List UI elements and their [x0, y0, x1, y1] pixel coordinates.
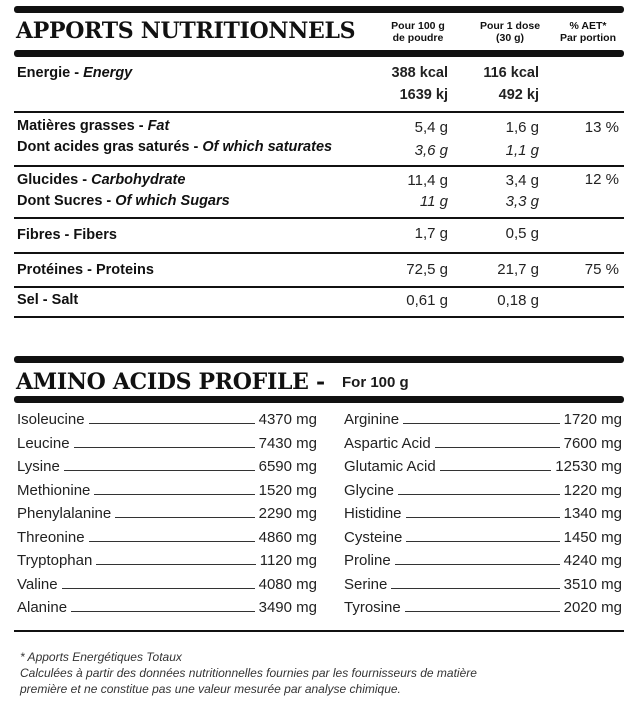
column-header-dose-line2: (30 g): [495, 32, 524, 44]
amino-acid-row: [344, 455, 622, 475]
amino-acid-value: 1220 mg: [563, 481, 622, 499]
fibre-dose: 0,5 g: [505, 225, 539, 242]
header-rule: [14, 50, 624, 57]
amino-acid-value: 1450 mg: [563, 528, 622, 546]
amino-acid-row: [344, 408, 622, 428]
row-divider: [14, 252, 624, 254]
amino-acid-name: Arginine: [344, 411, 400, 428]
leader-line: [406, 517, 560, 518]
energy-dose-kcal: 116 kcal: [483, 65, 539, 81]
amino-acid-value: 3490 mg: [258, 599, 317, 616]
leader-line: [64, 470, 255, 471]
amino-acid-name: Tryptophan: [17, 552, 93, 569]
amino-acid-value: 4240 mg: [563, 552, 622, 569]
top-rule: [14, 6, 624, 13]
amino-acid-name: Glutamic Acid: [344, 458, 436, 475]
leader-line: [405, 611, 560, 612]
row-divider: [14, 111, 624, 113]
amino-acid-name: Lysine: [17, 458, 60, 475]
amino-acid-value: 12530 mg: [555, 458, 622, 475]
amino-acid-name: Valine: [17, 575, 58, 593]
amino-acid-row: [344, 479, 622, 499]
sugars-label: Dont Sucres - Of which Sugars: [17, 193, 230, 209]
row-divider: [14, 316, 624, 318]
amino-acid-name: Glycine: [344, 481, 395, 499]
saturates-dose: 1,1 g: [505, 142, 539, 159]
amino-acid-row: [344, 526, 622, 546]
amino-acid-value: 1520 mg: [258, 481, 317, 499]
leader-line: [89, 541, 255, 542]
amino-acid-row: [344, 573, 622, 593]
fat-label: Matières grasses - Fat: [17, 118, 170, 134]
amino-acid-row: [17, 526, 317, 546]
leader-line: [406, 541, 559, 542]
amino-acid-name: Proline: [344, 552, 391, 569]
amino-acid-name: Histidine: [344, 505, 402, 522]
amino-acid-name: Leucine: [17, 434, 70, 452]
amino-top-rule: [14, 356, 624, 363]
amino-acid-name: Isoleucine: [17, 411, 85, 428]
fat-dose: 1,6 g: [505, 119, 539, 136]
amino-acid-row: [17, 455, 317, 475]
column-header-aet-line1: % AET*: [569, 20, 607, 32]
salt-dose: 0,18 g: [497, 292, 539, 309]
nutrition-title: APPORTS NUTRITIONNELS: [16, 18, 356, 44]
amino-acid-value: 2020 mg: [563, 599, 622, 616]
salt-100g: 0,61 g: [406, 292, 448, 309]
protein-aet: 75 %: [584, 261, 619, 278]
row-divider: [14, 286, 624, 288]
amino-acid-value: 4080 mg: [258, 575, 317, 593]
amino-acid-value: 2290 mg: [258, 505, 317, 522]
amino-acid-value: 6590 mg: [258, 458, 317, 475]
leader-line: [96, 564, 255, 565]
amino-acid-value: 7600 mg: [563, 434, 622, 452]
leader-line: [74, 447, 255, 448]
protein-dose: 21,7 g: [497, 261, 539, 278]
amino-acid-row: [17, 432, 317, 452]
fat-aet: 13 %: [584, 119, 619, 136]
carbohydrate-label: Glucides - Carbohydrate: [17, 172, 186, 188]
leader-line: [395, 564, 560, 565]
leader-line: [115, 517, 254, 518]
footnote: [20, 649, 477, 697]
carbohydrate-dose: 3,4 g: [505, 172, 539, 189]
column-header-dose-line1: Pour 1 dose: [479, 20, 541, 32]
row-divider: [14, 217, 624, 219]
protein-100g: 72,5 g: [406, 261, 448, 278]
amino-acid-value: 1340 mg: [563, 505, 622, 522]
energy-100g-kj: 1639 kj: [399, 87, 448, 103]
sugars-100g: 11 g: [419, 193, 448, 210]
column-header-100g: [378, 20, 458, 44]
leader-line: [391, 588, 559, 589]
fibre-100g: 1,7 g: [414, 225, 448, 242]
amino-acid-name: Threonine: [17, 528, 85, 546]
carbohydrate-aet: 12 %: [584, 171, 619, 188]
energy-100g-kcal: 388 kcal: [391, 65, 448, 81]
amino-acid-value: 4370 mg: [258, 411, 317, 428]
leader-line: [435, 447, 560, 448]
amino-title: AMINO ACIDS PROFILE -: [16, 369, 325, 395]
leader-line: [62, 588, 255, 589]
amino-subtitle: For 100 g: [342, 374, 409, 391]
salt-label: Sel - Salt: [17, 292, 79, 308]
footnote-line2: Calculées à partir des données nutritionnelles fournies par les fournisseurs de matière: [20, 666, 477, 680]
saturates-label: Dont acides gras saturés - Of which saturates: [17, 139, 333, 155]
column-header-aet: [552, 20, 624, 44]
amino-acid-name: Tyrosine: [344, 599, 401, 616]
amino-acid-row: [344, 596, 622, 616]
leader-line: [398, 494, 560, 495]
column-header-100g-line2: de poudre: [392, 32, 444, 44]
column-header-100g-line1: Pour 100 g: [391, 20, 445, 32]
amino-acid-row: [344, 502, 622, 522]
amino-acid-name: Methionine: [17, 481, 91, 499]
saturates-100g: 3,6 g: [414, 142, 448, 159]
amino-acid-row: [17, 408, 317, 428]
leader-line: [71, 611, 255, 612]
fibre-label: Fibres - Fibers: [17, 227, 117, 243]
amino-bottom-rule: [14, 630, 624, 632]
fat-100g: 5,4 g: [414, 119, 448, 136]
amino-acid-value: 1120 mg: [259, 552, 317, 569]
amino-acid-row: [344, 549, 622, 569]
amino-acid-row: [17, 479, 317, 499]
amino-acid-name: Cysteine: [344, 528, 403, 546]
amino-acid-value: 4860 mg: [258, 528, 317, 546]
column-header-aet-line2: Par portion: [559, 32, 616, 44]
amino-acid-row: [17, 502, 317, 522]
amino-acid-row: [17, 573, 317, 593]
carbohydrate-100g: 11,4 g: [407, 172, 448, 189]
amino-header-rule: [14, 396, 624, 403]
amino-acid-name: Phenylalanine: [17, 505, 112, 522]
amino-acid-row: [344, 432, 622, 452]
sugars-dose: 3,3 g: [505, 193, 539, 210]
row-divider: [14, 165, 624, 167]
amino-acid-row: [17, 596, 317, 616]
leader-line: [440, 470, 552, 471]
amino-acid-name: Aspartic Acid: [344, 434, 431, 452]
footnote-line1: * Apports Energétiques Totaux: [20, 650, 182, 664]
leader-line: [403, 423, 560, 424]
amino-acid-value: 7430 mg: [258, 434, 317, 452]
footnote-line3: première et ne constitue pas une valeur mesurée par analyse chimique.: [20, 682, 401, 696]
amino-acid-value: 3510 mg: [563, 575, 622, 593]
protein-label: Protéines - Proteins: [17, 262, 154, 278]
amino-acid-value: 1720 mg: [563, 411, 622, 428]
energy-dose-kj: 492 kj: [498, 87, 539, 103]
amino-acid-name: Serine: [344, 575, 388, 593]
amino-acid-name: Alanine: [17, 599, 68, 616]
leader-line: [89, 423, 255, 424]
leader-line: [94, 494, 254, 495]
amino-acid-row: [17, 549, 317, 569]
energy-label: Energie - Energy: [17, 65, 133, 81]
column-header-dose: [470, 20, 550, 44]
